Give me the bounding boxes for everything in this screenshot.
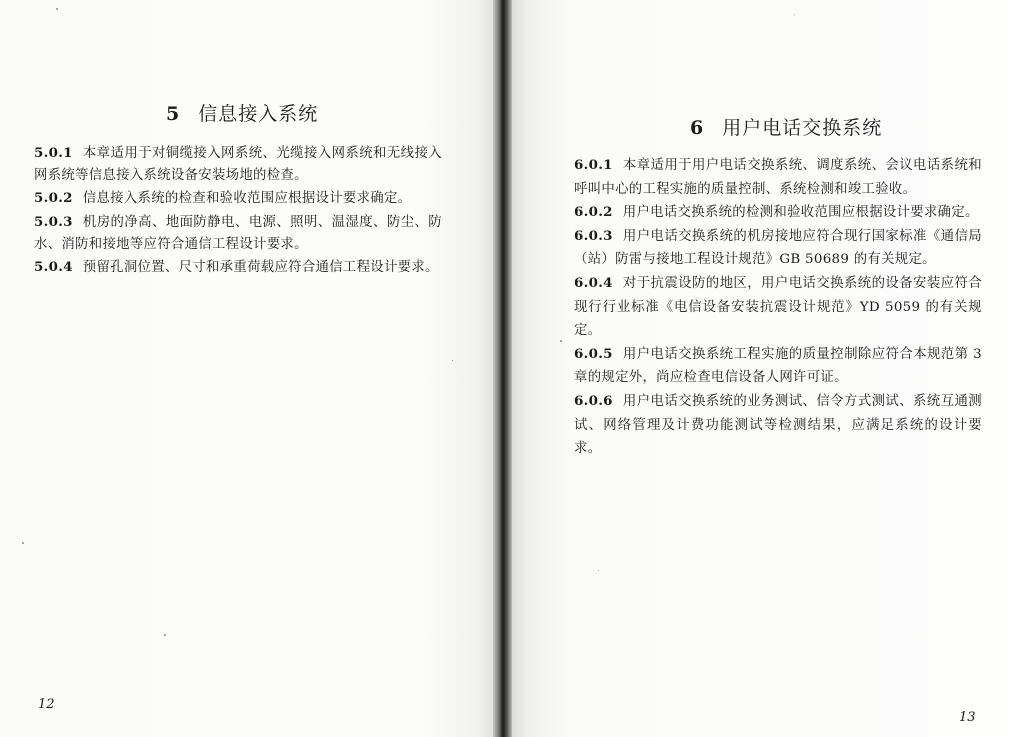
clause-number: 5.0.4: [34, 259, 73, 276]
clause-text: 用户电话交换系统工程实施的质量控制除应符合本规范第 3 章的规定外，尚应检查电信设备人网许可证。: [574, 346, 982, 386]
clause-5-0-2: [34, 187, 442, 210]
page-number: 13: [959, 710, 976, 725]
paper-speck: [560, 340, 562, 342]
paper-speck: [56, 8, 58, 10]
chapter-title-text: 用户电话交换系统: [722, 116, 883, 139]
clause-number: 5.0.1: [34, 145, 73, 161]
clause-text: 用户电话交换系统的业务测试、信令方式测试、系统互通测试、网络管理及计费功能测试等检测结果，应满足系统的设计要求。: [574, 393, 982, 457]
chapter-6-title: [690, 113, 882, 140]
clause-number: 6.0.2: [574, 204, 613, 221]
clause-number: 6.0.5: [574, 345, 613, 362]
clause-6-0-1: [574, 154, 982, 201]
clause-text: 用户电话交换系统的检测和验收范围应根据设计要求确定。: [622, 205, 979, 221]
chapter-5-title: [166, 99, 318, 126]
clause-text: 预留孔洞位置、尺寸和承重荷载应符合通信工程设计要求。: [82, 260, 439, 276]
clause-text: 对于抗震设防的地区，用户电话交换系统的设备安装应符合现行行业标准《电信设备安装抗震设计规范》YD 5059 的有关规定。: [574, 275, 982, 339]
clause-text: 本章适用于对铜缆接入网系统、光缆接入网系统和无线接入网系统等信息接入系统设备安装场地的检查。: [34, 146, 442, 184]
clause-5-0-3: [34, 211, 442, 256]
clause-6-0-5: [574, 343, 982, 390]
clause-5-0-4: [34, 256, 442, 279]
clause-list: [34, 142, 442, 279]
clause-list: [574, 154, 982, 461]
clause-number: 6.0.4: [574, 274, 613, 291]
clause-text: 信息接入系统的检查和验收范围应根据设计要求确定。: [82, 191, 412, 207]
clause-6-0-6: [574, 390, 982, 461]
clause-text: 本章适用于用户电话交换系统、调度系统、会议电话系统和呼叫中心的工程实施的质量控制、系统检测和竣工验收。: [574, 158, 982, 197]
clause-number: 6.0.6: [574, 392, 613, 409]
clause-6-0-2: [574, 201, 982, 225]
clause-6-0-4: [574, 272, 982, 343]
clause-number: 5.0.3: [34, 213, 73, 230]
clause-number: 6.0.3: [574, 227, 613, 244]
clause-number: 5.0.2: [34, 190, 73, 207]
page-number: 12: [38, 697, 55, 712]
clause-text: 机房的净高、地面防静电、电源、照明、温湿度、防尘、防水、消防和接地等应符合通信工程设计要求。: [34, 214, 442, 252]
paper-speck: [22, 542, 24, 544]
paper-speck: [164, 634, 166, 636]
paper-speck: [598, 570, 599, 571]
chapter-title-text: 信息接入系统: [198, 102, 319, 125]
paper-speck: [794, 14, 795, 15]
book-gutter: [493, 0, 512, 737]
chapter-number: 6: [690, 116, 705, 139]
clause-5-0-1: [34, 142, 442, 187]
clause-number: 6.0.1: [574, 157, 613, 173]
chapter-number: 5: [166, 102, 181, 125]
clause-6-0-3: [574, 225, 982, 272]
left-page: [0, 0, 493, 737]
paper-speck: [452, 360, 453, 361]
clause-text: 用户电话交换系统的机房接地应符合现行国家标准《通信局（站）防雷与接地工程设计规范》GB 50689 的有关规定。: [574, 228, 982, 268]
right-page: [512, 0, 1009, 737]
